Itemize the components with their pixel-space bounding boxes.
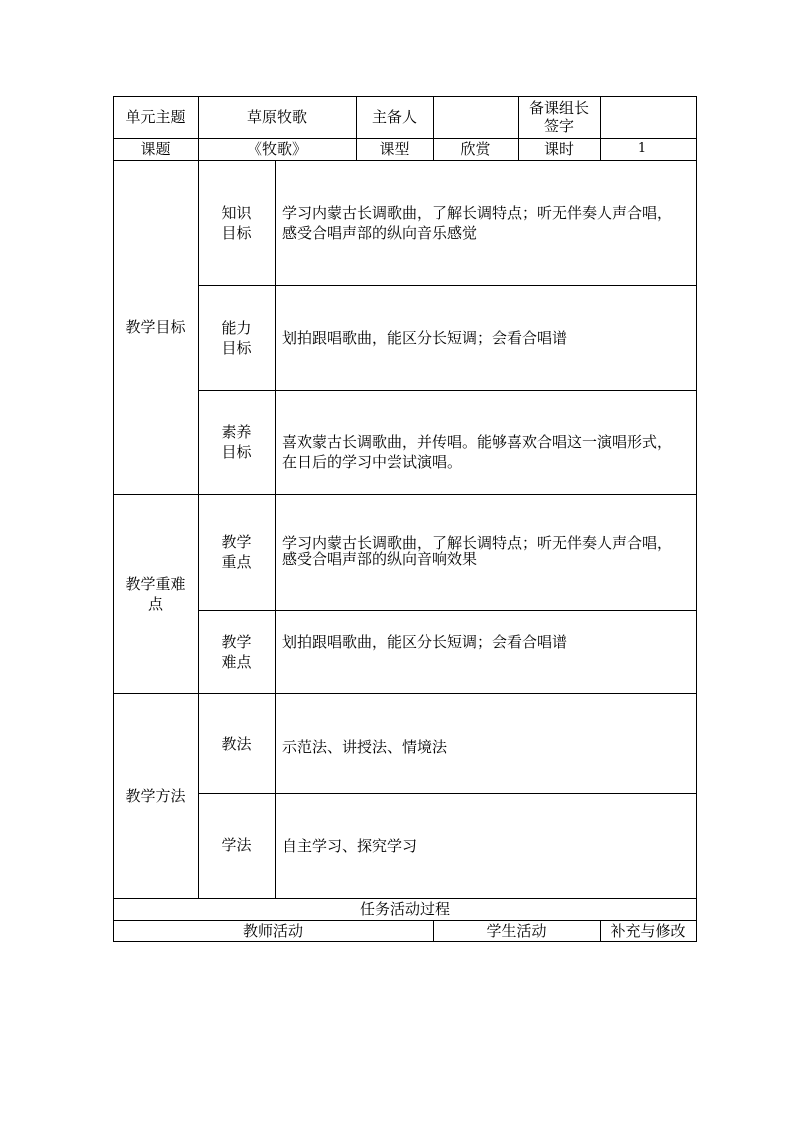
type-value: 欣赏: [460, 140, 491, 158]
table-border: [696, 96, 697, 942]
ability-label-line1: 能力: [221, 318, 252, 337]
row-divider: [113, 693, 697, 694]
objectives-label: 教学目标: [125, 318, 186, 336]
learning-method-text: 自主学习、探究学习: [282, 837, 418, 855]
student-activity-header: 学生活动: [486, 921, 547, 940]
key-point-text: [282, 533, 694, 583]
unit-theme-label: 单元主题: [125, 108, 186, 126]
knowledge-text-line2: 感受合唱声部的纵向音乐感觉: [282, 223, 478, 242]
teaching-method-label: 教法: [221, 735, 252, 753]
preparer-label: 主备人: [371, 108, 417, 126]
leader-sign-label-line2: 签字: [543, 117, 574, 135]
literacy-objective-label: [198, 390, 275, 494]
knowledge-objective-label: [198, 160, 275, 285]
literacy-text-line1: 喜欢蒙古长调歌曲，并传唱。能够喜欢合唱这一演唱形式，: [282, 433, 673, 451]
col-divider: [275, 160, 276, 898]
keypoints-label: [113, 494, 198, 693]
topic-label: 课题: [140, 140, 171, 158]
row-divider: [198, 793, 697, 794]
ability-objective-label: [198, 285, 275, 390]
teaching-method-text: 示范法、讲授法、情境法: [282, 738, 448, 756]
knowledge-objective-text: [282, 160, 694, 285]
preparer-value: [433, 96, 518, 138]
knowledge-label-line2: 目标: [221, 223, 252, 242]
leader-sign-value: [600, 96, 696, 138]
hours-label: 课时: [543, 140, 574, 158]
key-label-line2: 重点: [221, 553, 252, 571]
literacy-objective-text: [282, 390, 694, 514]
type-label: 课型: [379, 140, 410, 158]
topic-value: 《牧歌》: [246, 140, 307, 158]
key-text-line2: 感受合唱声部的纵向音响效果: [282, 550, 478, 568]
learning-method-label: 学法: [221, 836, 252, 854]
key-label-line1: 教学: [221, 533, 252, 551]
leader-sign-label: [518, 96, 600, 138]
unit-theme-value: 草原牧歌: [246, 108, 307, 126]
ability-objective-text: 划拍跟唱歌曲，能区分长短调；会看合唱谱: [282, 328, 568, 347]
knowledge-label-line1: 知识: [221, 203, 252, 222]
hours-value: 1: [637, 141, 647, 156]
difficult-point-label: [198, 610, 275, 693]
literacy-text-line2: 在日后的学习中尝试演唱。: [282, 453, 463, 471]
keypoints-label-line2: 点: [147, 594, 163, 613]
notes-header: 补充与修改: [610, 921, 686, 940]
difficult-point-text: 划拍跟唱歌曲，能区分长短调；会看合唱谱: [282, 633, 568, 651]
table-border: [113, 941, 697, 942]
literacy-label-line1: 素养: [221, 423, 252, 441]
literacy-label-line2: 目标: [221, 443, 252, 461]
key-point-label: [198, 494, 275, 610]
knowledge-text-line1: 学习内蒙古长调歌曲，了解长调特点；听无伴奏人声合唱，: [282, 203, 673, 222]
leader-sign-label-line1: 备课组长: [528, 99, 589, 117]
diff-label-line1: 教学: [221, 632, 252, 651]
keypoints-label-line1: 教学重难: [125, 574, 186, 593]
ability-label-line2: 目标: [221, 338, 252, 357]
process-title: 任务活动过程: [359, 900, 450, 918]
diff-label-line2: 难点: [221, 652, 252, 671]
key-text-line1: 学习内蒙古长调歌曲，了解长调特点；听无伴奏人声合唱，: [282, 534, 673, 552]
teacher-activity-header: 教师活动: [242, 921, 303, 940]
methods-label: 教学方法: [125, 786, 186, 805]
